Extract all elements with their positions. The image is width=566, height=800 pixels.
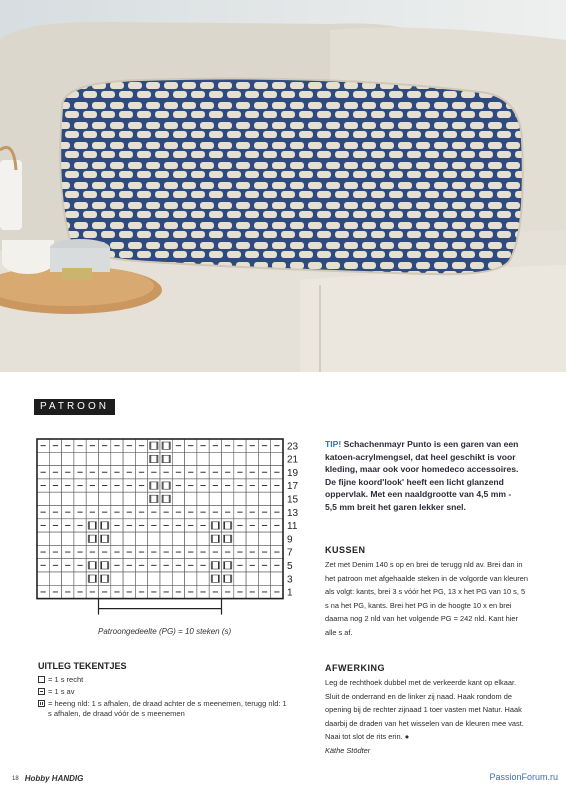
tip-box — [325, 438, 525, 514]
row-number: 15 — [287, 494, 299, 506]
chart-cell — [123, 452, 135, 465]
chart-cell — [271, 532, 283, 545]
author-name: Käthe Stödter — [325, 745, 371, 755]
chart-cell — [271, 492, 283, 505]
chart-cell — [37, 452, 49, 465]
bars-box-icon — [38, 700, 45, 707]
row-number: 13 — [287, 507, 299, 519]
chart-cell — [172, 492, 184, 505]
brand-logo: Hobby HANDIG — [24, 774, 84, 783]
chart-cell — [222, 492, 234, 505]
chart-cell — [234, 532, 246, 545]
row-number: 7 — [287, 547, 293, 559]
footer — [12, 774, 83, 783]
chart-cell — [258, 532, 270, 545]
cushion-photo — [0, 0, 566, 372]
row-number: 17 — [287, 481, 299, 493]
chart-cell — [111, 492, 123, 505]
chart-cell — [197, 452, 209, 465]
chart-cell — [246, 492, 258, 505]
chart-cell — [148, 572, 160, 585]
chart-cell — [62, 452, 74, 465]
chart-cell — [172, 532, 184, 545]
chart-cell — [271, 452, 283, 465]
chart-cell — [271, 572, 283, 585]
row-number: 3 — [287, 574, 293, 586]
afwerking-text — [325, 676, 530, 758]
chart-cell — [234, 452, 246, 465]
chart-cell — [246, 572, 258, 585]
chart-cell — [37, 532, 49, 545]
chart-cell — [209, 492, 221, 505]
row-number: 5 — [287, 561, 293, 572]
afwerking-title: AFWERKING — [325, 663, 385, 673]
chart-cell — [74, 452, 86, 465]
chart-caption: Patroongedeelte (PG) = 10 steken (s) — [98, 627, 232, 636]
legend-item-purl — [38, 687, 288, 697]
legend-title: UITLEG TEKENTJES — [38, 661, 127, 671]
chart-cell — [197, 572, 209, 585]
chart-cell — [160, 532, 172, 545]
chart-cell — [62, 492, 74, 505]
chart-cell — [62, 572, 74, 585]
chart-cell — [135, 532, 147, 545]
chart-cell — [197, 532, 209, 545]
legend-item-knit — [38, 675, 288, 685]
row-number: 9 — [287, 534, 293, 546]
chart-cell — [185, 532, 197, 545]
chart-cell — [135, 452, 147, 465]
chart-cell — [49, 532, 61, 545]
chart-cell — [74, 492, 86, 505]
page-number: 18 — [12, 775, 19, 782]
dash-box-icon — [38, 688, 45, 695]
chart-cell — [111, 532, 123, 545]
chart-cell — [49, 572, 61, 585]
chart-cell — [234, 492, 246, 505]
row-number: 23 — [287, 441, 299, 453]
tip-text: Schachenmayr Punto is een garen van een katoen-acrylmengsel, dat heel geschikt is voor kleding, maar ook voor homedeco accessoires. De fijne koord'look' heeft een licht glanzend oppervlak. Met een naaldgrootte van 4,5 mm - 5,5 mm breit het garen lekker snel. — [325, 439, 519, 512]
tip-label: TIP! — [325, 439, 342, 449]
chart-cell — [246, 532, 258, 545]
chart-cell — [185, 572, 197, 585]
row-number: 11 — [287, 521, 298, 533]
chart-cell — [185, 452, 197, 465]
row-number: 21 — [287, 454, 299, 466]
chart-cell — [135, 492, 147, 505]
row-number: 19 — [287, 467, 299, 479]
chart-cell — [99, 452, 111, 465]
chart-cell — [246, 452, 258, 465]
chart-cell — [234, 572, 246, 585]
row-number: 1 — [287, 587, 293, 599]
chart-cell — [123, 492, 135, 505]
legend-text: = 1 s recht — [48, 675, 84, 684]
chart-cell — [160, 572, 172, 585]
chart-cell — [86, 492, 98, 505]
chart-cell — [135, 572, 147, 585]
chart-cell — [37, 492, 49, 505]
chart-cell — [222, 452, 234, 465]
legend-text: = heeng nld: 1 s afhalen, de draad achter de s meenemen, terugg nld: 1 s afhalen, de draad vóór de s meenemen — [48, 699, 287, 718]
chart-cell — [37, 572, 49, 585]
chart-cell — [258, 492, 270, 505]
chart-cell — [172, 572, 184, 585]
chart-cell — [74, 572, 86, 585]
knitting-chart — [34, 436, 310, 631]
chart-cell — [197, 492, 209, 505]
chart-cell — [74, 532, 86, 545]
chart-cell — [49, 492, 61, 505]
chart-cell — [148, 532, 160, 545]
chart-cell — [49, 452, 61, 465]
chart-cell — [111, 452, 123, 465]
legend-item-slip — [38, 699, 288, 719]
kussen-text: Zet met Denim 140 s op en brei de terugg nld av. Brei dan in het patroon met afgehaalde steken in de volgorde van kleuren als volgt: kants, brei 3 s vóór het PG, 13 x het PG van 10 s, 5 s na het PG, kants. Brei het PG in de hoogte 10 x en brei daarna nog 2 nld van het volgende PG = 242 nld. Kant hier alle s af. — [325, 560, 528, 637]
afwerking-body: Leg de rechthoek dubbel met de verkeerde kant op elkaar. Sluit de onderrand en de linker zij naad. Haak rondom de opening bij de rechter zijnaad 1 toer vasten met Natur. Haak daarbij de draden van het wisselen van de kleuren mee vast. Naai tot slot de rits erin. ● — [325, 678, 524, 742]
chart-cell — [123, 532, 135, 545]
watermark: PassionForum.ru — [489, 772, 558, 782]
chart-cell — [99, 492, 111, 505]
chart-cell — [172, 452, 184, 465]
chart-cell — [258, 452, 270, 465]
legend-text: = 1 s av — [48, 687, 75, 696]
chart-cell — [258, 572, 270, 585]
chart-cell — [209, 452, 221, 465]
empty-box-icon — [38, 676, 45, 683]
kussen-title: KUSSEN — [325, 545, 366, 555]
section-header: PATROON — [34, 399, 115, 415]
chart-cell — [111, 572, 123, 585]
chart-cell — [62, 532, 74, 545]
chart-cell — [185, 492, 197, 505]
chart-cell — [123, 572, 135, 585]
chart-cell — [86, 452, 98, 465]
